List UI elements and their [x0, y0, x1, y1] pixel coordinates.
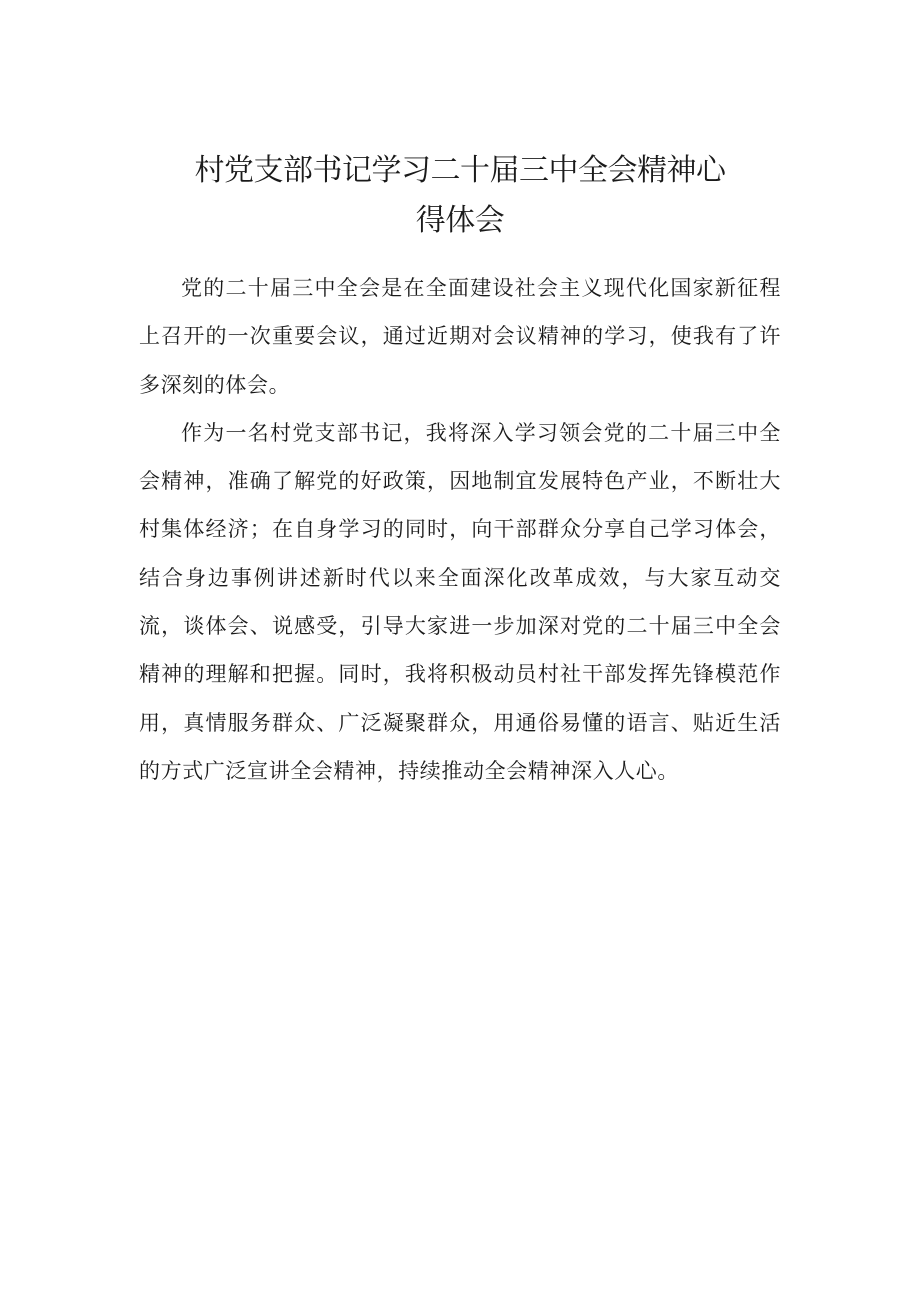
paragraph-2: 作为一名村党支部书记，我将深入学习领会党的二十届三中全会精神，准确了解党的好政策，因地制宜发展特色产业，不断壮大村集体经济；在自身学习的同时，向干部群众分享自己学习体会，结合身边事例讲述新时代以来全面深化改革成效，与大家互动交流，谈体会、说感受，引导大家进一步加深对党的二十届三中全会精神的理解和把握。同时，我将积极动员村社干部发挥先锋模范作用，真情服务群众、广泛凝聚群众，用通俗易懂的语言、贴近生活的方式广泛宣讲全会精神，持续推动全会精神深入人心。 — [139, 420, 781, 783]
document-title — [140, 146, 780, 246]
paragraph-1: 党的二十届三中全会是在全面建设社会主义现代化国家新征程上召开的一次重要会议，通过近期对会议精神的学习，使我有了许多深刻的体会。 — [139, 276, 781, 397]
document-body — [139, 264, 781, 795]
title-line-1: 村党支部书记学习二十届三中全会精神心 — [194, 153, 726, 188]
title-line-2: 得体会 — [415, 203, 505, 238]
